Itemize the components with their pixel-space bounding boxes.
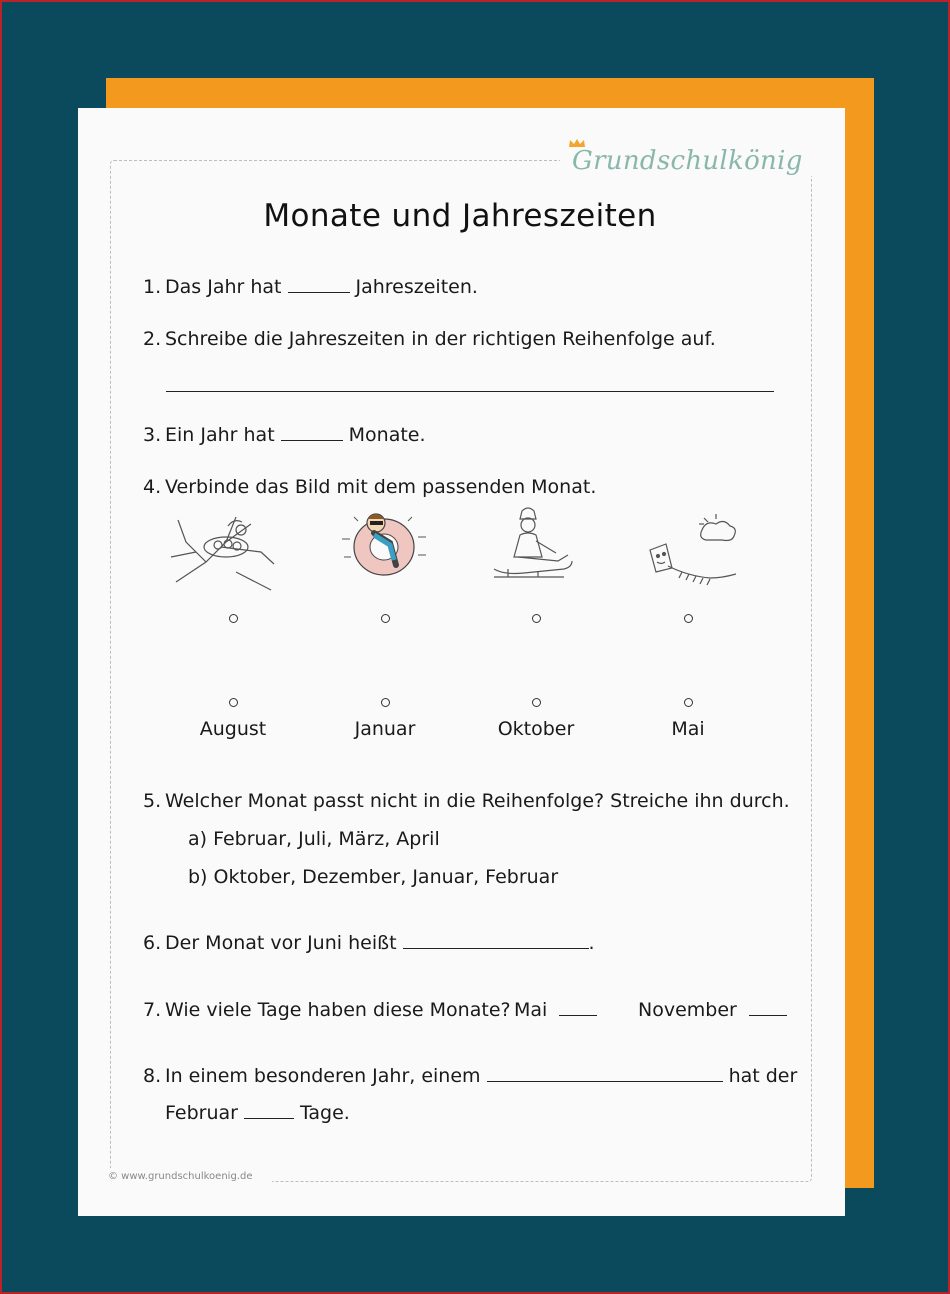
question-5: 5. Welcher Monat passt nicht in die Reihenfolge? Streiche ihn durch. — [143, 790, 790, 812]
question-2: 2. Schreibe die Jahreszeiten in der richtigen Reihenfolge auf. — [143, 328, 716, 350]
brand-logo: Grundschulkönig — [572, 146, 803, 176]
answer-blank[interactable] — [749, 1014, 787, 1016]
question-4: 4. Verbinde das Bild mit dem passenden Monat. — [143, 476, 597, 498]
sled-icon — [488, 505, 578, 587]
answer-blank[interactable] — [244, 1117, 294, 1119]
question-5a[interactable]: a) Februar, Juli, März, April — [188, 828, 440, 850]
answer-blank[interactable] — [559, 1014, 597, 1016]
footer-copyright: © www.grundschulkoenig.de — [108, 1171, 253, 1182]
month-label: August — [199, 718, 267, 740]
connect-dot-month[interactable] — [229, 698, 238, 707]
question-7-mai: Mai — [514, 999, 603, 1021]
month-label: Mai — [671, 718, 705, 740]
answer-line[interactable] — [166, 391, 774, 392]
connect-dot-month[interactable] — [532, 698, 541, 707]
connect-dot-month[interactable] — [684, 698, 693, 707]
question-8: 8. In einem besonderen Jahr, einem hat der — [143, 1065, 798, 1087]
connect-dot-picture[interactable] — [229, 614, 238, 623]
answer-blank[interactable] — [281, 439, 343, 441]
answer-blank[interactable] — [487, 1080, 723, 1082]
question-6: 6. Der Monat vor Juni heißt . — [143, 932, 595, 954]
connect-dot-picture[interactable] — [381, 614, 390, 623]
question-5b[interactable]: b) Oktober, Dezember, Januar, Februar — [188, 866, 559, 888]
swimmer-icon — [334, 505, 434, 585]
connect-dot-month[interactable] — [381, 698, 390, 707]
tree-with-nest-icon — [166, 512, 278, 592]
question-8-line2: Februar Tage. — [165, 1102, 350, 1124]
answer-blank[interactable] — [288, 291, 350, 293]
question-7-november: November — [638, 999, 793, 1021]
connect-dot-picture[interactable] — [684, 614, 693, 623]
page-title: Monate und Jahreszeiten — [263, 198, 657, 234]
kite-icon — [644, 510, 740, 588]
answer-blank[interactable] — [403, 947, 589, 949]
dashed-frame — [110, 160, 812, 1182]
month-label: Januar — [354, 718, 416, 740]
month-label: Oktober — [497, 718, 575, 740]
question-3: 3. Ein Jahr hat Monate. — [143, 424, 426, 446]
connect-dot-picture[interactable] — [532, 614, 541, 623]
question-7: 7. Wie viele Tage haben diese Monate? — [143, 999, 511, 1021]
question-1: 1. Das Jahr hat Jahreszeiten. — [143, 276, 478, 298]
